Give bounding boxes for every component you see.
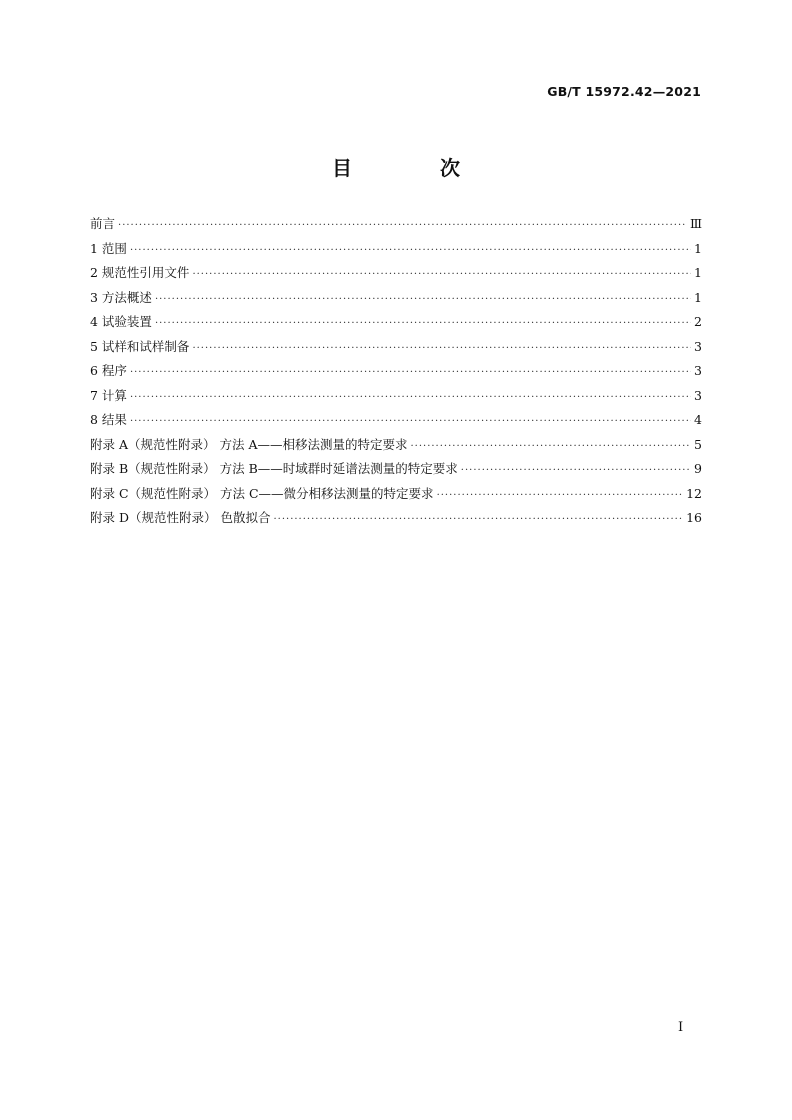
toc-entry-label: 2 规范性引用文件: [90, 265, 190, 280]
dot-leader: [118, 220, 687, 231]
dot-leader: [192, 343, 691, 354]
dot-leader: [437, 490, 684, 501]
standard-number: GB/T 15972.42—2021: [547, 84, 701, 99]
toc-entry-page: 2: [694, 314, 702, 329]
toc-entry-page: 5: [694, 436, 702, 452]
toc-entry-annex-a[interactable]: [90, 435, 702, 460]
dot-leader: [130, 245, 691, 256]
toc-entry-calculation[interactable]: [90, 386, 702, 411]
dot-leader: [192, 269, 691, 280]
toc-entry-page: 3: [694, 338, 702, 354]
toc-entry-normative-references[interactable]: [90, 263, 702, 288]
page-number: I: [678, 1020, 684, 1035]
toc-entry-page: 4: [694, 412, 702, 427]
toc-entry-annex-d[interactable]: [90, 508, 702, 533]
dot-leader: [130, 416, 691, 427]
toc-entry-label: 1 范围: [90, 240, 127, 256]
toc-entry-label: 附录 B（规范性附录） 方法 B——时域群时延谱法测量的特定要求: [90, 461, 458, 476]
toc-entry-page: 3: [694, 363, 702, 378]
dot-leader: [155, 318, 691, 329]
toc-entry-specimen[interactable]: [90, 337, 702, 362]
toc-entry-apparatus[interactable]: [90, 312, 702, 337]
toc-entry-label: 8 结果: [90, 412, 127, 427]
toc-entry-page: 1: [694, 265, 702, 280]
dot-leader: [461, 465, 691, 476]
toc-entry-annex-b[interactable]: [90, 459, 702, 484]
toc-entry-results[interactable]: [90, 410, 702, 435]
toc-entry-page: 12: [686, 485, 702, 501]
toc-entry-page: 1: [694, 289, 702, 305]
dot-leader: [410, 441, 691, 452]
dot-leader: [130, 392, 691, 403]
toc-entry-foreword[interactable]: [90, 214, 702, 239]
dot-leader: [155, 294, 691, 305]
toc-entry-label: 附录 D（规范性附录） 色散拟合: [90, 510, 271, 525]
toc-entry-page: 3: [694, 387, 702, 403]
toc-entry-scope[interactable]: [90, 239, 702, 264]
table-of-contents: [90, 214, 702, 533]
toc-entry-page: 1: [694, 240, 702, 256]
toc-entry-label: 3 方法概述: [90, 289, 152, 305]
toc-entry-label: 4 试验装置: [90, 314, 152, 329]
toc-entry-page: 16: [686, 510, 702, 525]
toc-entry-label: 附录 C（规范性附录） 方法 C——微分相移法测量的特定要求: [90, 485, 434, 501]
toc-entry-label: 前言: [90, 216, 116, 231]
dot-leader: [130, 367, 691, 378]
toc-entry-page: 9: [694, 461, 702, 476]
toc-entry-page: Ⅲ: [689, 216, 702, 231]
toc-entry-annex-c[interactable]: [90, 484, 702, 509]
toc-entry-label: 5 试样和试样制备: [90, 338, 190, 354]
page-title: 目 次: [332, 156, 494, 180]
toc-entry-label: 附录 A（规范性附录） 方法 A——相移法测量的特定要求: [90, 436, 408, 452]
dot-leader: [273, 514, 683, 525]
toc-entry-method-overview[interactable]: [90, 288, 702, 313]
toc-entry-label: 7 计算: [90, 387, 127, 403]
toc-entry-label: 6 程序: [90, 363, 127, 378]
toc-entry-procedure[interactable]: [90, 361, 702, 386]
